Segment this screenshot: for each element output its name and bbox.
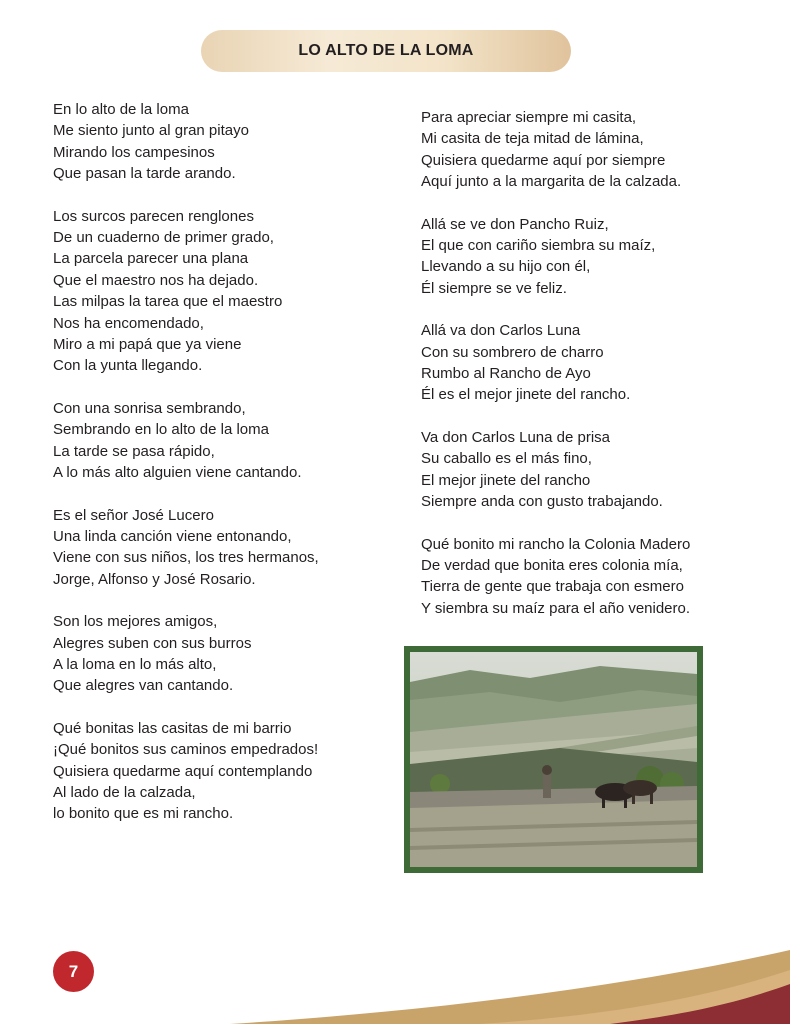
poem-line: Qué bonito mi rancho la Colonia Madero xyxy=(421,535,691,553)
poem-line: Mirando los campesinos xyxy=(53,143,215,161)
poem-line: Me siento junto al gran pitayo xyxy=(53,122,249,140)
poem-line: Qué bonitas las casitas de mi barrio xyxy=(53,719,292,737)
poem-line: La tarde se pasa rápido, xyxy=(53,442,215,460)
title-banner xyxy=(201,30,571,72)
poem-line: De verdad que bonita eres colonia mía, xyxy=(421,556,683,574)
poem-line: A la loma en lo más alto, xyxy=(53,655,217,673)
poem-line: Alegres suben con sus burros xyxy=(53,634,252,652)
poem-right-column xyxy=(421,107,761,640)
photo-illustration xyxy=(410,652,697,867)
poem-line: Que pasan la tarde arando. xyxy=(53,165,236,183)
poem-line: Nos ha encomendado, xyxy=(53,314,204,332)
poem-line: Jorge, Alfonso y José Rosario. xyxy=(53,570,256,588)
poem-line: Y siembra su maíz para el año venidero. xyxy=(421,599,691,617)
poem-line: Es el señor José Lucero xyxy=(53,506,214,524)
poem-line: Siempre anda con gusto trabajando. xyxy=(421,493,663,511)
poem-line: Mi casita de teja mitad de lámina, xyxy=(421,130,644,148)
poem-line: Que alegres van cantando. xyxy=(53,677,234,695)
poem-line: Él siempre se ve feliz. xyxy=(421,279,567,297)
poem-line: El que con cariño siembra su maíz, xyxy=(421,237,656,255)
decorative-wave xyxy=(0,940,790,1024)
poem-line: Con la yunta llegando. xyxy=(53,357,203,375)
poem-stanza xyxy=(421,214,761,300)
poem-stanza xyxy=(421,427,761,513)
poem-stanza xyxy=(53,505,393,591)
poem-stanza xyxy=(53,206,393,377)
poem-line: Allá va don Carlos Luna xyxy=(421,322,581,340)
poem-stanza xyxy=(421,320,761,406)
poem-line: Llevando a su hijo con él, xyxy=(421,258,591,276)
poem-line: ¡Qué bonitos sus caminos empedrados! xyxy=(53,741,319,759)
poem-line: Con su sombrero de charro xyxy=(421,343,604,361)
poem-line: Son los mejores amigos, xyxy=(53,613,218,631)
poem-line: Sembrando en lo alto de la loma xyxy=(53,421,269,439)
poem-line: Para apreciar siempre mi casita, xyxy=(421,109,637,126)
page-number-badge xyxy=(53,951,94,992)
poem-line: lo bonito que es mi rancho. xyxy=(53,805,234,823)
poem-line: Viene con sus niños, los tres hermanos, xyxy=(53,549,319,567)
page-number: 7 xyxy=(68,961,79,981)
poem-line: Una linda canción viene entonando, xyxy=(53,527,292,545)
poem-line: Con una sonrisa sembrando, xyxy=(53,399,246,417)
poem-line: Quisiera quedarme aquí por siempre xyxy=(421,151,666,169)
poem-line: La parcela parecer una plana xyxy=(53,250,249,268)
poem-stanza xyxy=(421,107,761,193)
poem-line: Que el maestro nos ha dejado. xyxy=(53,271,259,289)
poem-line: El mejor jinete del rancho xyxy=(421,471,591,489)
poem-line: Quisiera quedarme aquí contemplando xyxy=(53,762,313,780)
poem-stanza xyxy=(53,718,393,825)
poem-line: Aquí junto a la margarita de la calzada. xyxy=(421,173,682,191)
poem-line: De un cuaderno de primer grado, xyxy=(53,229,274,247)
field-plowing-photo xyxy=(404,646,703,873)
poem-stanza xyxy=(53,99,393,185)
poem-line: Rumbo al Rancho de Ayo xyxy=(421,365,591,383)
poem-line: Allá se ve don Pancho Ruiz, xyxy=(421,215,609,233)
poem-line: Él es el mejor jinete del rancho. xyxy=(421,386,631,404)
poem-left-column xyxy=(53,99,393,846)
poem-stanza xyxy=(53,611,393,697)
poem-line: A lo más alto alguien viene cantando. xyxy=(53,464,302,482)
poem-line: Tierra de gente que trabaja con esmero xyxy=(421,578,684,596)
poem-line: En lo alto de la loma xyxy=(53,101,189,118)
poem-line: Va don Carlos Luna de prisa xyxy=(421,428,611,446)
poem-line: Los surcos parecen renglones xyxy=(53,207,254,225)
page-title: LO ALTO DE LA LOMA xyxy=(298,42,474,59)
poem-stanza xyxy=(421,534,761,620)
poem-line: Miro a mi papá que ya viene xyxy=(53,336,242,354)
poem-line: Su caballo es el más fino, xyxy=(421,450,592,468)
poem-stanza xyxy=(53,398,393,484)
poem-line: Al lado de la calzada, xyxy=(53,783,196,801)
poem-line: Las milpas la tarea que el maestro xyxy=(53,293,283,311)
